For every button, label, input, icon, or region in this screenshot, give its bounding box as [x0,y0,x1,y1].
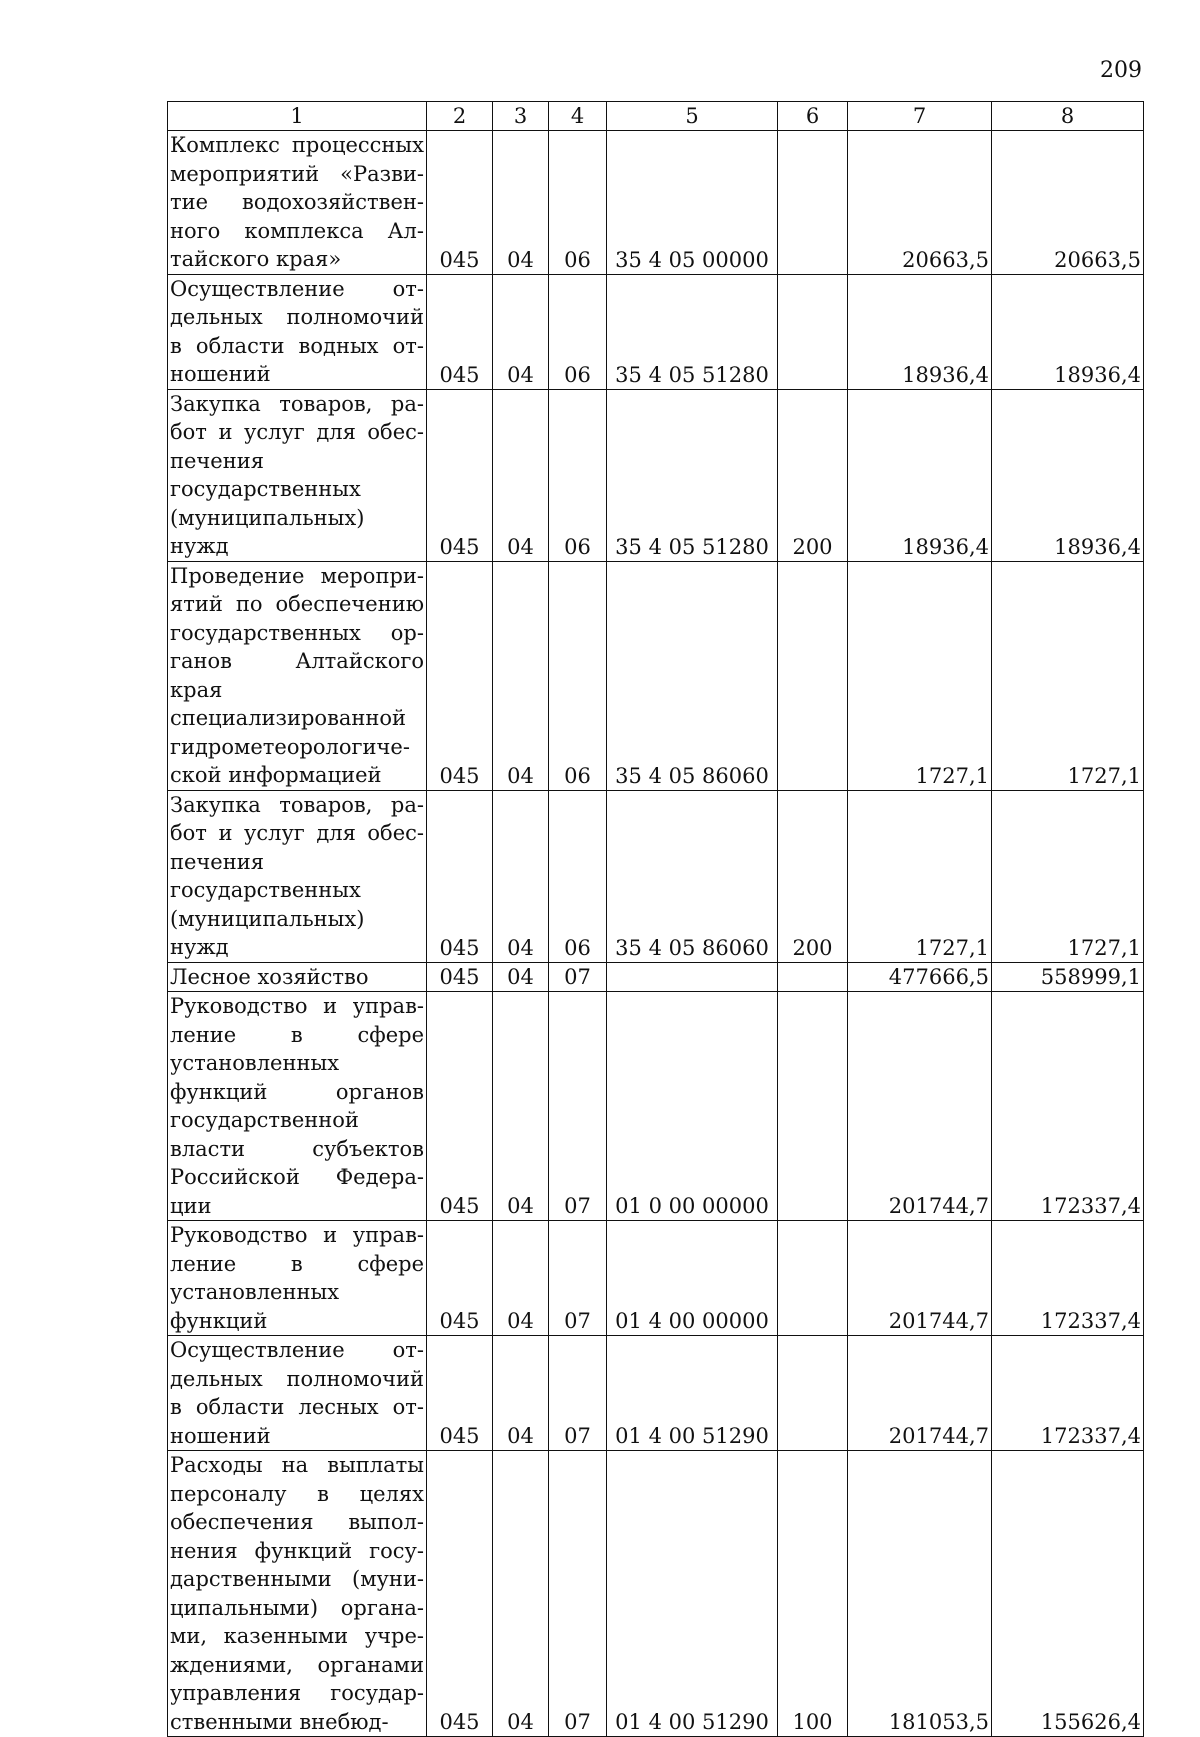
sum-col-7: 20663,5 [848,131,992,275]
section-code: 04 [493,992,549,1221]
ministry-code: 045 [427,274,493,389]
sum-col-8: 1727,1 [992,790,1144,962]
target-code: 01 4 00 51290 [607,1451,778,1737]
table-row [168,1451,1144,1737]
subsection-code: 06 [549,131,607,275]
header-col-6: 6 [778,102,848,131]
row-name: Закупка товаров, работ и услуг для обеспечения государственных (муниципальных) нужд [168,389,427,561]
row-name: Проведение мероприятий по обеспечению государственных органов Алтайского края специализированной гидрометеорологической информацией [168,561,427,790]
sum-col-8: 172337,4 [992,992,1144,1221]
target-code: 01 4 00 00000 [607,1221,778,1336]
row-name: Осуществление отдельных полномочий в области водных отношений [168,274,427,389]
header-col-1: 1 [168,102,427,131]
row-name: Руководство и управление в сфере установленных функций [168,1221,427,1336]
expense-type-code: 200 [778,790,848,962]
sum-col-7: 18936,4 [848,389,992,561]
section-code: 04 [493,131,549,275]
expense-type-code: 100 [778,1451,848,1737]
ministry-code: 045 [427,962,493,992]
subsection-code: 07 [549,962,607,992]
header-row [168,102,1144,131]
row-name: Осуществление отдельных полномочий в области лесных отношений [168,1336,427,1451]
subsection-code: 07 [549,992,607,1221]
subsection-code: 07 [549,1451,607,1737]
expense-type-code [778,561,848,790]
target-code: 35 4 05 00000 [607,131,778,275]
row-name: Комплекс процессных мероприятий «Развитие водохозяйственного комплекса Алтайского края» [168,131,427,275]
sum-col-7: 201744,7 [848,992,992,1221]
sum-col-7: 201744,7 [848,1336,992,1451]
table-row [168,274,1144,389]
sum-col-8: 558999,1 [992,962,1144,992]
subsection-code: 07 [549,1221,607,1336]
section-code: 04 [493,962,549,992]
subsection-code: 06 [549,561,607,790]
sum-col-8: 1727,1 [992,561,1144,790]
table-row [168,131,1144,275]
header-col-4: 4 [549,102,607,131]
target-code [607,962,778,992]
section-code: 04 [493,389,549,561]
header-col-2: 2 [427,102,493,131]
header-col-5: 5 [607,102,778,131]
budget-table [167,101,1144,1737]
row-name: Расходы на выплаты персоналу в целях обеспечения выполнения функций государственными (муниципальными) органами, казенными учреждениями, органами управления государственными внебюд- [168,1451,427,1737]
subsection-code: 07 [549,1336,607,1451]
section-code: 04 [493,1221,549,1336]
page-number: 209 [1100,58,1142,83]
target-code: 35 4 05 86060 [607,561,778,790]
subsection-code: 06 [549,389,607,561]
expense-type-code [778,992,848,1221]
header-col-3: 3 [493,102,549,131]
ministry-code: 045 [427,992,493,1221]
expense-type-code: 200 [778,389,848,561]
sum-col-7: 477666,5 [848,962,992,992]
section-code: 04 [493,1336,549,1451]
sum-col-8: 172337,4 [992,1336,1144,1451]
subsection-code: 06 [549,274,607,389]
sum-col-7: 1727,1 [848,561,992,790]
ministry-code: 045 [427,561,493,790]
header-col-7: 7 [848,102,992,131]
expense-type-code [778,1336,848,1451]
ministry-code: 045 [427,389,493,561]
expense-type-code [778,962,848,992]
table-row [168,1336,1144,1451]
sum-col-7: 1727,1 [848,790,992,962]
sum-col-8: 18936,4 [992,274,1144,389]
sum-col-8: 20663,5 [992,131,1144,275]
row-name: Лесное хозяйство [168,962,427,992]
expense-type-code [778,274,848,389]
row-name: Закупка товаров, работ и услуг для обеспечения государственных (муниципальных) нужд [168,790,427,962]
table-row [168,992,1144,1221]
target-code: 35 4 05 86060 [607,790,778,962]
target-code: 35 4 05 51280 [607,274,778,389]
row-name: Руководство и управление в сфере установленных функций органов государственной власти субъектов Российской Федерации [168,992,427,1221]
expense-type-code [778,131,848,275]
sum-col-7: 18936,4 [848,274,992,389]
ministry-code: 045 [427,1336,493,1451]
header-col-8: 8 [992,102,1144,131]
sum-col-8: 18936,4 [992,389,1144,561]
ministry-code: 045 [427,790,493,962]
target-code: 01 0 00 00000 [607,992,778,1221]
section-code: 04 [493,274,549,389]
table-row [168,790,1144,962]
expense-type-code [778,1221,848,1336]
sum-col-8: 172337,4 [992,1221,1144,1336]
section-code: 04 [493,1451,549,1737]
table-row [168,1221,1144,1336]
subsection-code: 06 [549,790,607,962]
target-code: 01 4 00 51290 [607,1336,778,1451]
table-row [168,962,1144,992]
target-code: 35 4 05 51280 [607,389,778,561]
sum-col-7: 201744,7 [848,1221,992,1336]
sum-col-8: 155626,4 [992,1451,1144,1737]
ministry-code: 045 [427,131,493,275]
section-code: 04 [493,561,549,790]
table-row [168,561,1144,790]
ministry-code: 045 [427,1221,493,1336]
ministry-code: 045 [427,1451,493,1737]
table-row [168,389,1144,561]
section-code: 04 [493,790,549,962]
sum-col-7: 181053,5 [848,1451,992,1737]
